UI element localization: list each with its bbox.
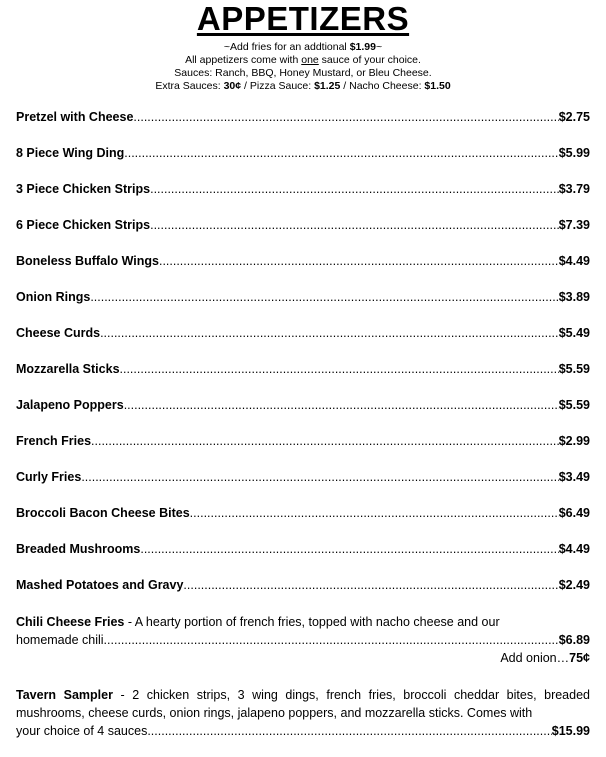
dot-leader	[150, 218, 559, 232]
add-onion-label: Add onion…	[500, 651, 570, 665]
item-name: Onion Rings	[16, 290, 91, 304]
item-name: Cheese Curds	[16, 326, 101, 340]
chili-description	[16, 613, 590, 631]
item-name: Jalapeno Poppers	[16, 398, 124, 412]
dot-leader	[147, 722, 551, 740]
item-price: $2.75	[558, 110, 590, 124]
item-price: $5.49	[558, 326, 590, 340]
menu-item	[16, 398, 590, 412]
fries-note-tilde: ~	[375, 41, 383, 53]
item-name: 3 Piece Chicken Strips	[16, 182, 151, 196]
dot-leader	[90, 290, 558, 304]
sampler-desc-tail: your choice of 4 sauces	[16, 724, 148, 738]
dot-leader	[140, 542, 558, 556]
chili-desc: - A hearty portion of french fries, topped with nacho cheese and our	[124, 615, 500, 629]
dot-leader	[190, 506, 559, 520]
chili-name: Chili Cheese Fries	[16, 615, 125, 629]
item-name: 6 Piece Chicken Strips	[16, 218, 151, 232]
item-name: Pretzel with Cheese	[16, 110, 134, 124]
item-name: French Fries	[16, 434, 92, 448]
item-price: $4.49	[558, 542, 590, 556]
sauce-note-emphasis: one	[301, 54, 319, 66]
item-price: $2.99	[558, 434, 590, 448]
sampler-price-line	[16, 722, 590, 740]
page-title: APPETIZERS	[196, 0, 410, 37]
menu-item	[16, 182, 590, 196]
tavern-sampler-item	[16, 686, 590, 740]
menu-item	[16, 218, 590, 232]
menu-item	[16, 578, 590, 592]
item-price: $5.59	[558, 362, 590, 376]
sampler-description	[16, 686, 590, 722]
dot-leader	[133, 110, 558, 124]
dot-leader	[150, 182, 559, 196]
menu-item	[16, 506, 590, 520]
item-price: $5.99	[558, 146, 590, 160]
menu-item	[16, 146, 590, 160]
fries-note-price: $1.99	[349, 41, 376, 53]
dot-leader	[100, 326, 559, 340]
chili-desc-tail: homemade chili	[16, 633, 104, 647]
dot-leader	[104, 631, 559, 649]
pizza-sauce-price: $1.25	[314, 80, 341, 92]
item-price: $7.39	[558, 218, 590, 232]
sauce-note-suffix: sauce of your choice.	[318, 54, 421, 66]
menu-item	[16, 542, 590, 556]
dot-leader	[183, 578, 558, 592]
item-name: Mashed Potatoes and Gravy	[16, 578, 184, 592]
item-name: Breaded Mushrooms	[16, 542, 141, 556]
menu-item	[16, 290, 590, 304]
menu-item	[16, 110, 590, 124]
fries-note	[0, 41, 606, 54]
chili-price: $6.89	[558, 633, 590, 647]
dot-leader	[81, 470, 558, 484]
menu-item	[16, 434, 590, 448]
fries-note-text: ~Add fries for an addtional	[223, 41, 350, 53]
extra-sauces-price: 30¢	[223, 80, 242, 92]
add-onion-price: 75¢	[569, 651, 590, 665]
sampler-name: Tavern Sampler	[16, 688, 113, 702]
item-name: Broccoli Bacon Cheese Bites	[16, 506, 190, 520]
chili-price-line	[16, 631, 590, 649]
sauce-note-text: All appetizers come with	[185, 54, 302, 66]
menu-item	[16, 254, 590, 268]
item-name: Curly Fries	[16, 470, 82, 484]
pizza-sauce-label: / Pizza Sauce:	[241, 80, 315, 92]
dot-leader	[124, 146, 558, 160]
item-price: $2.49	[558, 578, 590, 592]
item-price: $5.59	[558, 398, 590, 412]
item-name: 8 Piece Wing Ding	[16, 146, 125, 160]
sauce-list: Sauces: Ranch, BBQ, Honey Mustard, or Bleu Cheese.	[174, 67, 432, 79]
dot-leader	[120, 362, 559, 376]
nacho-cheese-label: / Nacho Cheese:	[340, 80, 425, 92]
item-name: Mozzarella Sticks	[16, 362, 120, 376]
item-price: $4.49	[558, 254, 590, 268]
sampler-desc: - 2 chicken strips, 3 wing dings, french fries, broccoli cheddar bites, breaded mushrooms, cheese curds, onion rings, jalapeno poppers, and mozzarella sticks. Comes with	[16, 688, 590, 720]
extra-sauce-note	[0, 80, 606, 93]
chili-cheese-fries-item	[16, 613, 590, 667]
sampler-price: $15.99	[551, 724, 590, 738]
menu-item	[16, 362, 590, 376]
dot-leader	[91, 434, 559, 448]
menu-item	[16, 326, 590, 340]
dot-leader	[124, 398, 559, 412]
menu-item	[16, 470, 590, 484]
dot-leader	[159, 254, 559, 268]
nacho-cheese-price: $1.50	[424, 80, 451, 92]
extra-sauces-label: Extra Sauces:	[155, 80, 224, 92]
sauce-note	[0, 54, 606, 67]
item-price: $6.49	[558, 506, 590, 520]
item-name: Boneless Buffalo Wings	[16, 254, 159, 268]
item-price: $3.79	[558, 182, 590, 196]
item-price: $3.89	[558, 290, 590, 304]
add-onion-line	[16, 649, 590, 667]
item-price: $3.49	[558, 470, 590, 484]
